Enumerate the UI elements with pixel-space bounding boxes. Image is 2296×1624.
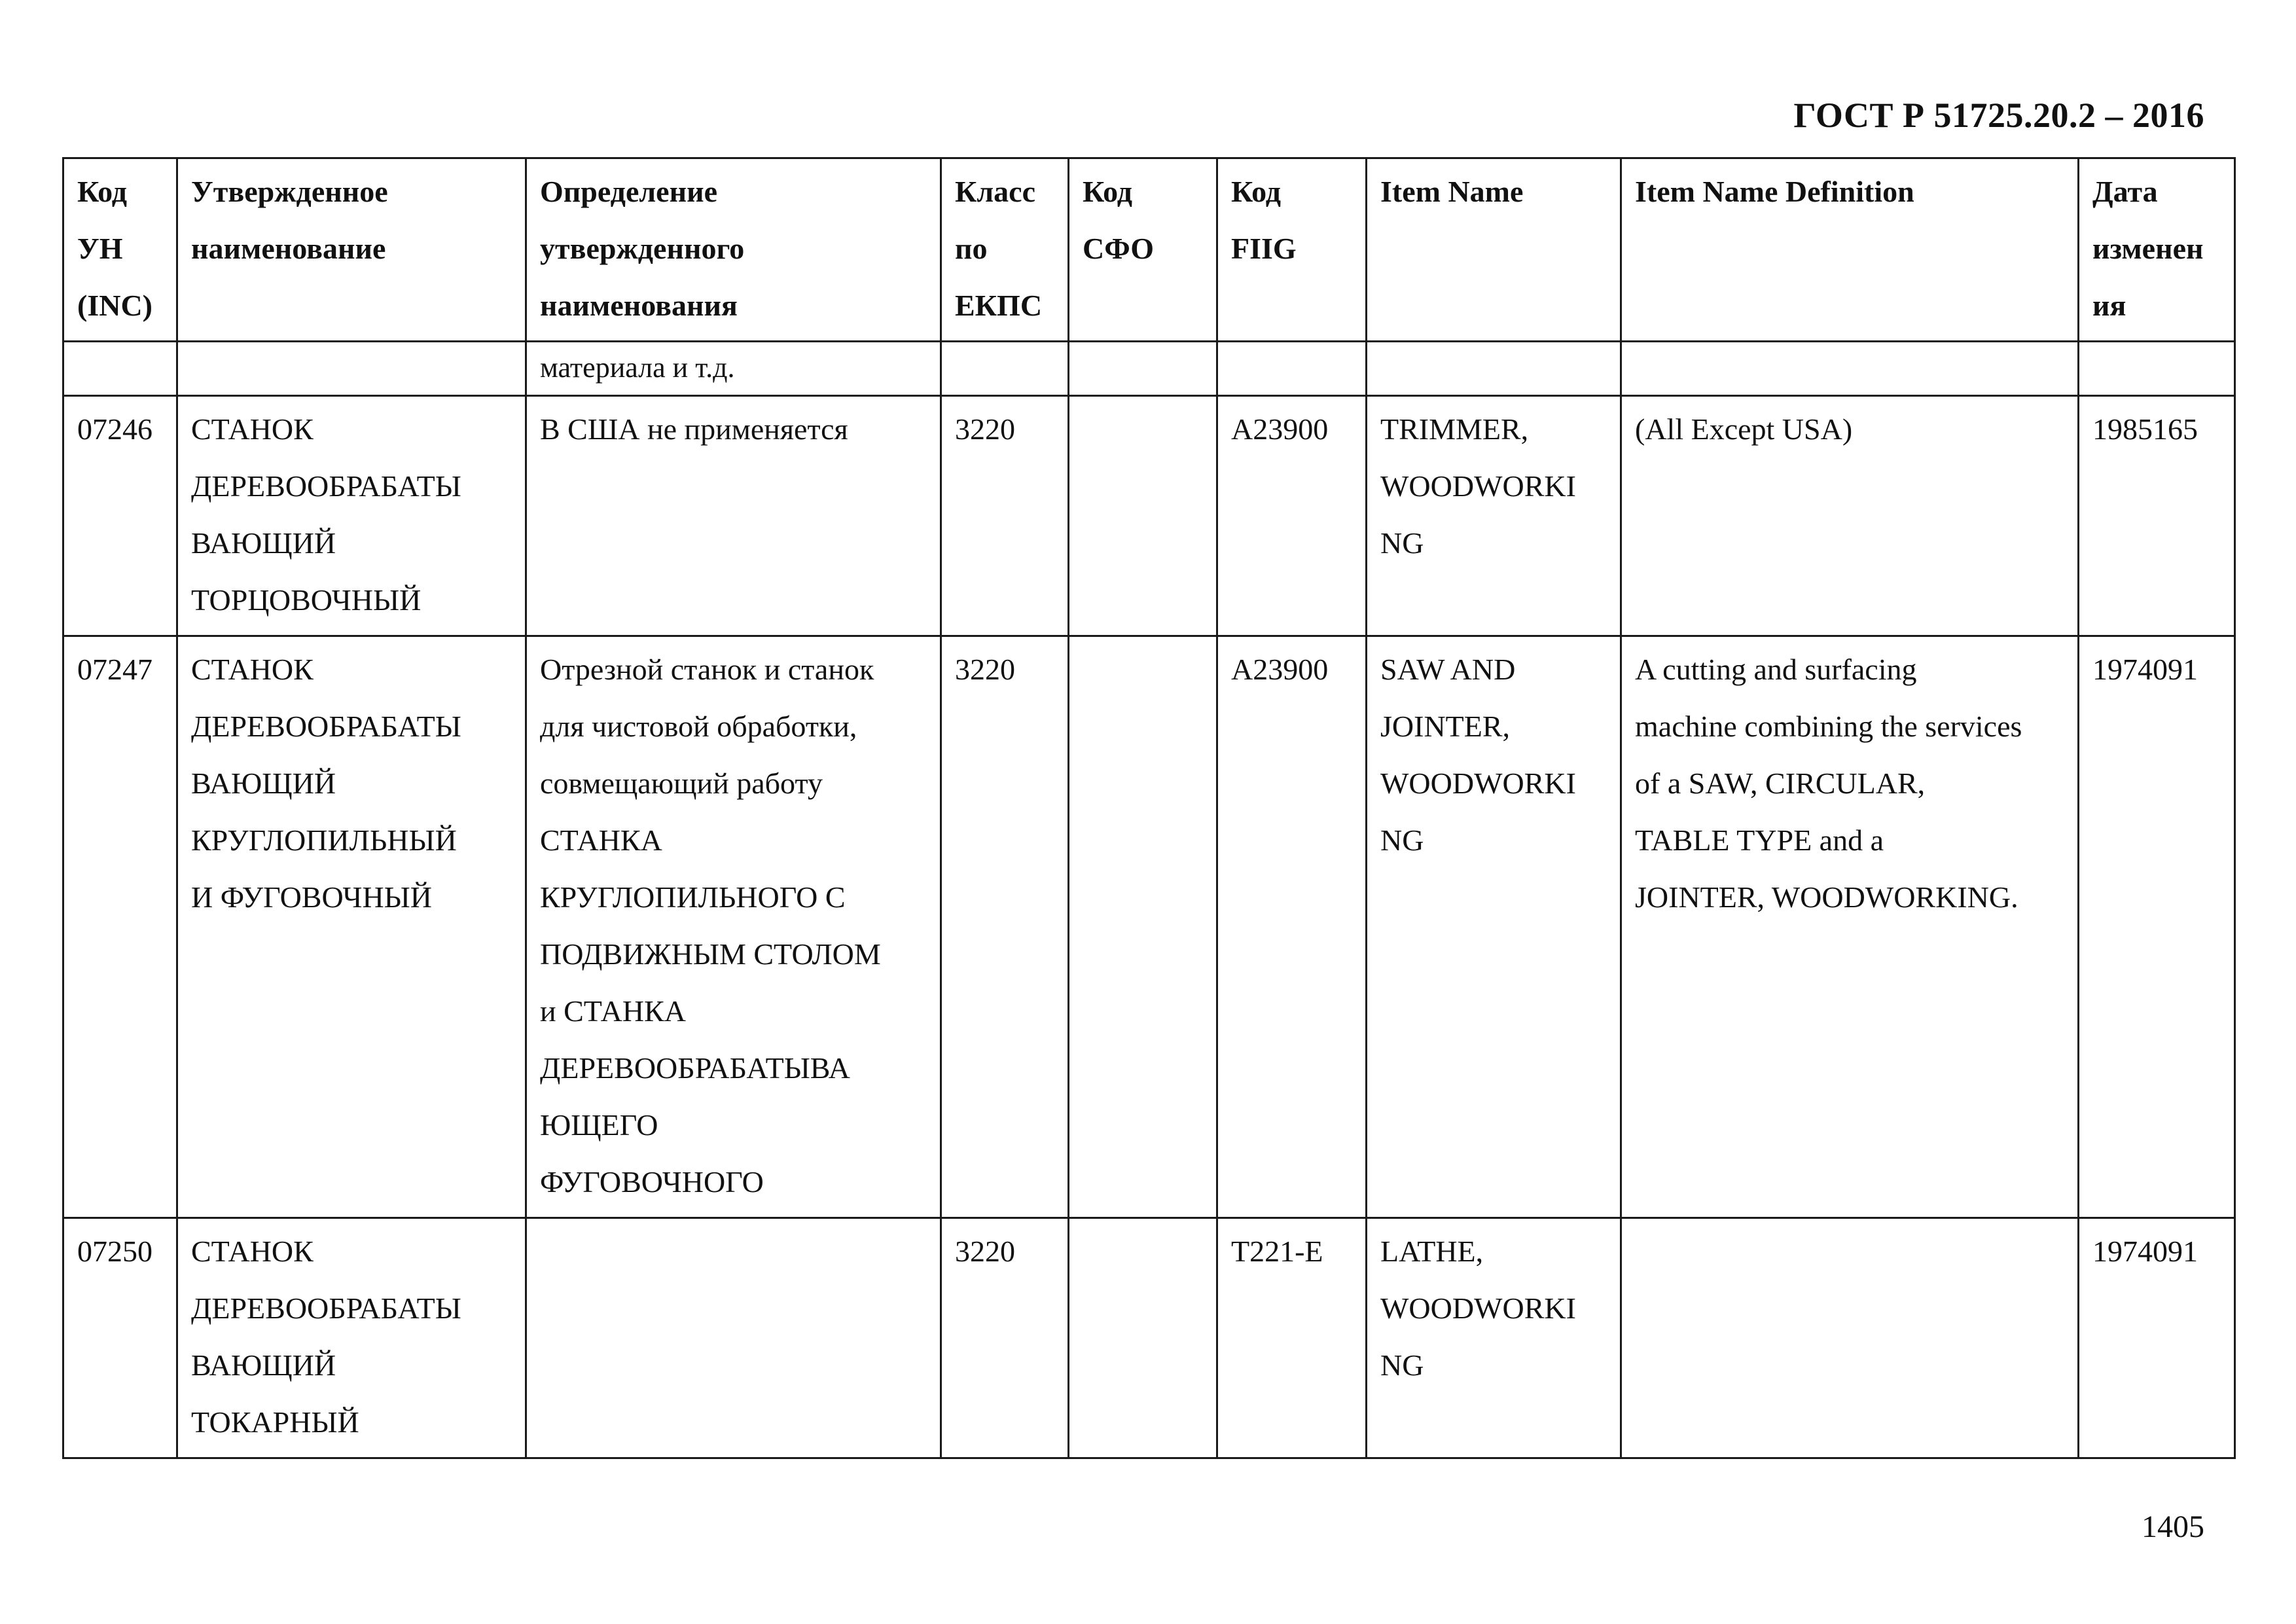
inc-cell: 07246 xyxy=(63,396,177,636)
table-cell xyxy=(1069,342,1217,396)
table-row xyxy=(63,396,2235,636)
column-header-inc: Код УН (INC) xyxy=(63,158,177,342)
inc-cell: 07247 xyxy=(63,636,177,1218)
page-number: 1405 xyxy=(2142,1509,2204,1544)
table-cell xyxy=(1367,342,1621,396)
document-standard-title: ГОСТ Р 51725.20.2 – 2016 xyxy=(1793,96,2204,135)
item-name-cell: TRIMMER, WOODWORKI NG xyxy=(1367,396,1621,636)
approved-name-cell: СТАНОК ДЕРЕВООБРАБАТЫ ВАЮЩИЙ ТОРЦОВОЧНЫЙ xyxy=(177,396,526,636)
table-row xyxy=(63,636,2235,1218)
fiig-cell: T221-E xyxy=(1217,1218,1367,1458)
column-header-change-date: Дата изменен ия xyxy=(2079,158,2235,342)
sfo-cell xyxy=(1069,1218,1217,1458)
change-date-cell: 1985165 xyxy=(2079,396,2235,636)
table-cell xyxy=(1621,342,2079,396)
column-header-fiig: Код FIIG xyxy=(1217,158,1367,342)
table-cell xyxy=(1217,342,1367,396)
column-header-sfo: Код СФО xyxy=(1069,158,1217,342)
class-cell: 3220 xyxy=(941,636,1069,1218)
definition-cell: Отрезной станок и станок для чистовой обработки, совмещающий работу СТАНКА КРУГЛОПИЛЬНОГО С ПОДВИЖНЫМ СТОЛОМ и СТАНКА ДЕРЕВООБРАБАТЫВА ЮЩЕГО ФУГОВОЧНОГО xyxy=(526,636,941,1218)
column-header-approved-name: Утвержденное наименование xyxy=(177,158,526,342)
change-date-cell: 1974091 xyxy=(2079,1218,2235,1458)
table-continuation-row xyxy=(63,342,2235,396)
class-cell: 3220 xyxy=(941,1218,1069,1458)
table-cell xyxy=(2079,342,2235,396)
column-header-class: Класс по ЕКПС xyxy=(941,158,1069,342)
fiig-cell: A23900 xyxy=(1217,396,1367,636)
column-header-definition: Определение утвержденного наименования xyxy=(526,158,941,342)
table-cell xyxy=(63,342,177,396)
inc-cell: 07250 xyxy=(63,1218,177,1458)
column-header-item-name: Item Name xyxy=(1367,158,1621,342)
definition-cell: В США не применяется xyxy=(526,396,941,636)
column-header-item-name-definition: Item Name Definition xyxy=(1621,158,2079,342)
item-name-table xyxy=(62,157,2236,1459)
table-header-row xyxy=(63,158,2235,342)
approved-name-cell: СТАНОК ДЕРЕВООБРАБАТЫ ВАЮЩИЙ ТОКАРНЫЙ xyxy=(177,1218,526,1458)
item-name-cell: LATHE, WOODWORKI NG xyxy=(1367,1218,1621,1458)
fiig-cell: A23900 xyxy=(1217,636,1367,1218)
item-name-definition-cell: A cutting and surfacing machine combining the services of a SAW, CIRCULAR, TABLE TYPE and a JOINTER, WOODWORKING. xyxy=(1621,636,2079,1218)
class-cell: 3220 xyxy=(941,396,1069,636)
table-row xyxy=(63,1218,2235,1458)
sfo-cell xyxy=(1069,396,1217,636)
approved-name-cell: СТАНОК ДЕРЕВООБРАБАТЫ ВАЮЩИЙ КРУГЛОПИЛЬНЫЙ И ФУГОВОЧНЫЙ xyxy=(177,636,526,1218)
item-name-cell: SAW AND JOINTER, WOODWORKI NG xyxy=(1367,636,1621,1218)
sfo-cell xyxy=(1069,636,1217,1218)
table-cell xyxy=(941,342,1069,396)
item-name-definition-cell xyxy=(1621,1218,2079,1458)
definition-cell xyxy=(526,1218,941,1458)
item-name-definition-cell: (All Except USA) xyxy=(1621,396,2079,636)
table-cell xyxy=(177,342,526,396)
change-date-cell: 1974091 xyxy=(2079,636,2235,1218)
continuation-definition-cell: материала и т.д. xyxy=(526,342,941,396)
